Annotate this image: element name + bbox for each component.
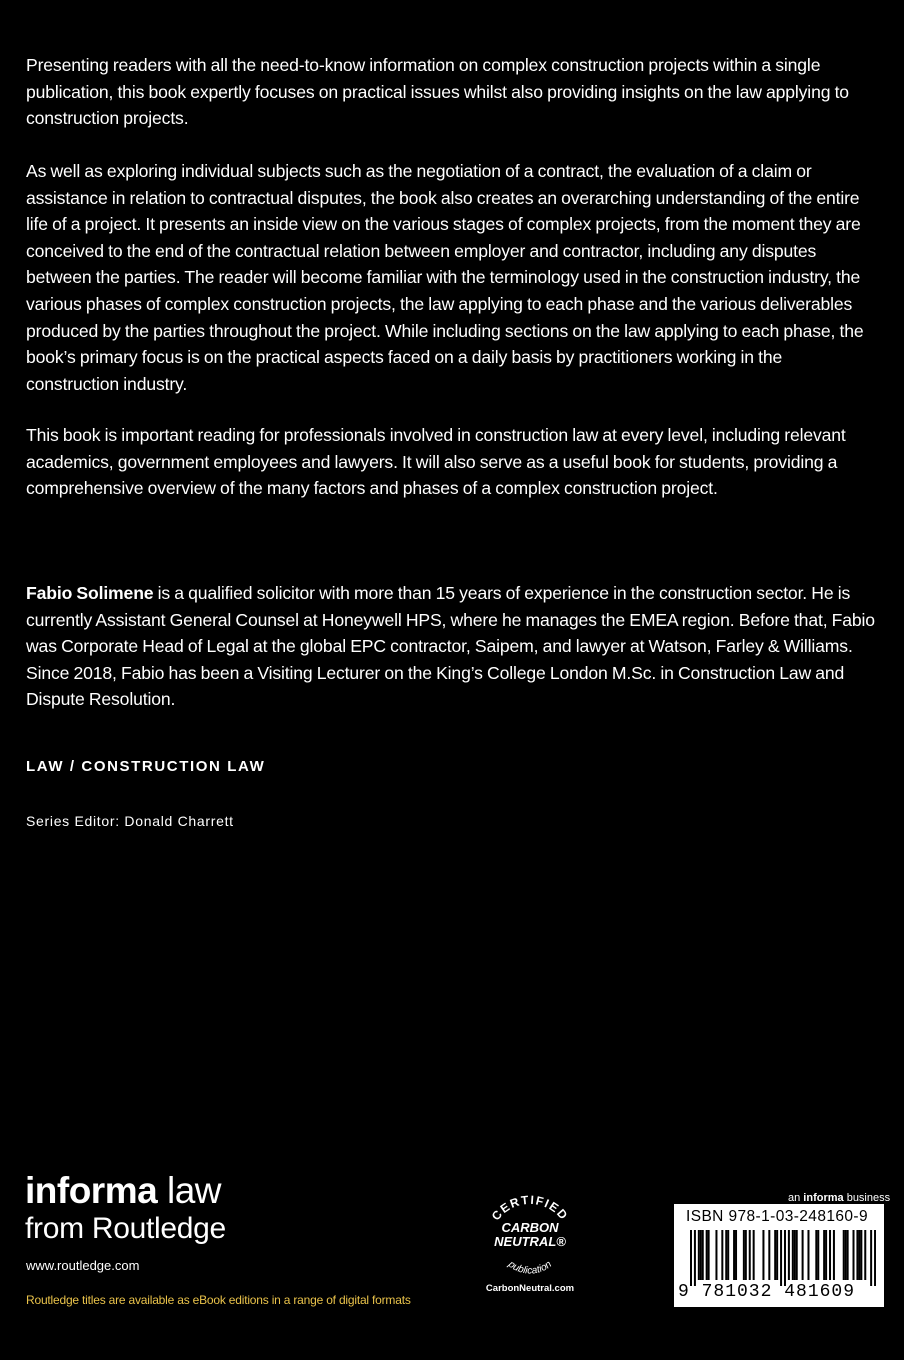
informa-business-bold: informa — [803, 1192, 844, 1204]
barcode-bar — [853, 1230, 855, 1280]
barcode-bar — [725, 1230, 727, 1280]
barcode-bar — [807, 1230, 809, 1280]
barcode-bar — [694, 1230, 696, 1286]
author-bio — [26, 580, 878, 713]
badge-neutral: NEUTRAL® — [494, 1234, 566, 1249]
isbn-label: ISBN 978-1-03-248160-9 — [686, 1208, 868, 1225]
barcode-bar — [698, 1230, 700, 1280]
barcode-bar — [860, 1230, 862, 1280]
barcode-bar — [825, 1230, 827, 1280]
logo-informa: informa — [25, 1170, 158, 1211]
barcode-bar — [796, 1230, 798, 1280]
barcode-bar — [762, 1230, 764, 1280]
svg-text:publication — [505, 1258, 554, 1276]
logo-law: law — [157, 1170, 221, 1211]
barcode-bar — [829, 1230, 831, 1280]
barcode-bar — [815, 1230, 817, 1280]
author-name: Fabio Solimene — [26, 583, 154, 603]
barcode-bar — [733, 1230, 735, 1280]
carbon-neutral-badge — [470, 1188, 590, 1300]
barcode-bar — [792, 1230, 794, 1280]
barcode-bar — [858, 1230, 860, 1280]
publisher-logo — [25, 1170, 226, 1246]
badge-carbon: CARBON — [501, 1220, 559, 1235]
logo-from-routledge: from Routledge — [25, 1212, 226, 1245]
barcode-bar — [735, 1230, 737, 1280]
subject-category: LAW / CONSTRUCTION LAW — [26, 758, 266, 775]
barcode-bar — [768, 1230, 770, 1280]
barcode-bar — [702, 1230, 704, 1280]
informa-business-label — [788, 1192, 890, 1204]
barcode-bar — [706, 1230, 708, 1280]
informa-business-prefix: an — [788, 1192, 804, 1204]
barcode-bar — [715, 1230, 717, 1280]
barcode-bar — [749, 1230, 751, 1280]
barcode-bar — [864, 1230, 866, 1280]
blurb-paragraph-2: As well as exploring individual subjects such as the negotiation of a contract, the evaluation of a claim or assistance in relation to contractual disputes, the book also creates an overarching understanding of the entire life of a project. It presents an inside view on the various stages of complex projects, from the moment they are conceived to the end of the contractual relation between employer and contractor, including any disputes between the parties. The reader will become familiar with the terminology used in the construction industry, the various phases of complex construction projects, the law applying to each phase and the various deliverables produced by the parties throughout the project. While including sections on the law applying to each phase, the book’s primary focus is on the practical aspects faced on a daily basis by practitioners working in the construction industry. — [26, 161, 864, 394]
barcode-bar — [721, 1230, 723, 1280]
barcode-bar — [788, 1230, 790, 1280]
barcode-bar — [700, 1230, 702, 1280]
barcode-bar — [776, 1230, 778, 1280]
barcode-bar — [753, 1230, 755, 1280]
barcode-bar — [743, 1230, 745, 1280]
barcode-bars — [690, 1230, 876, 1286]
series-editor: Series Editor: Donald Charrett — [26, 813, 234, 829]
blurb-paragraph-3: This book is important reading for professionals involved in construction law at every level, including relevant academics, government employees and lawyers. It will also serve as a useful book for students, providing a comprehensive overview of the many factors and phases of a complex construction project. — [26, 425, 846, 499]
badge-certified: CERTIFIED — [488, 1192, 572, 1224]
barcode-bar — [847, 1230, 849, 1280]
barcode-bar — [780, 1230, 782, 1286]
barcode-bar — [874, 1230, 876, 1286]
barcode-bar — [727, 1230, 729, 1280]
barcode-bar — [845, 1230, 847, 1280]
badge-url: CarbonNeutral.com — [485, 1283, 575, 1294]
barcode-bar — [856, 1230, 858, 1280]
ebook-note: Routledge titles are available as eBook editions in a range of digital formats — [26, 1293, 411, 1307]
barcode-bar — [708, 1230, 710, 1280]
barcode-bar — [817, 1230, 819, 1280]
barcode-bar — [745, 1230, 747, 1280]
barcode-bar — [784, 1230, 786, 1286]
svg-text:CERTIFIED — [489, 1193, 571, 1223]
barcode-bar — [802, 1230, 804, 1280]
informa-business-suffix: business — [843, 1192, 891, 1204]
barcode-bar — [794, 1230, 796, 1280]
author-bio-text: is a qualified solicitor with more than 15 years of experience in the construction sector. He is currently Assistant General Counsel at Honeywell HPS, where he manages the EMEA region. Before that, Fabio was Corporate Head of Legal at the global EPC contractor, Saipem, and lawyer at Watson, Farley & Williams. Since 2018, Fabio has been a Visiting Lecturer on the King’s College London M.Sc. in Construction Law and Dispute Resolution. — [26, 583, 875, 710]
barcode-bar — [690, 1230, 692, 1286]
badge-publication: publication — [506, 1258, 554, 1277]
barcode-bar — [833, 1230, 835, 1280]
barcode-bar — [843, 1230, 845, 1280]
barcode-bar — [823, 1230, 825, 1280]
barcode-bar — [774, 1230, 776, 1280]
barcode-bar — [870, 1230, 872, 1286]
publisher-website: www.routledge.com — [26, 1258, 140, 1273]
blurb-paragraph-1: Presenting readers with all the need-to-know information on complex construction projects within a single publication, this book expertly focuses on practical issues whilst also providing insights on the law applying to construction projects. — [26, 55, 849, 129]
barcode-digits: 9 781032 481609 — [678, 1282, 856, 1302]
isbn-barcode — [674, 1204, 884, 1307]
